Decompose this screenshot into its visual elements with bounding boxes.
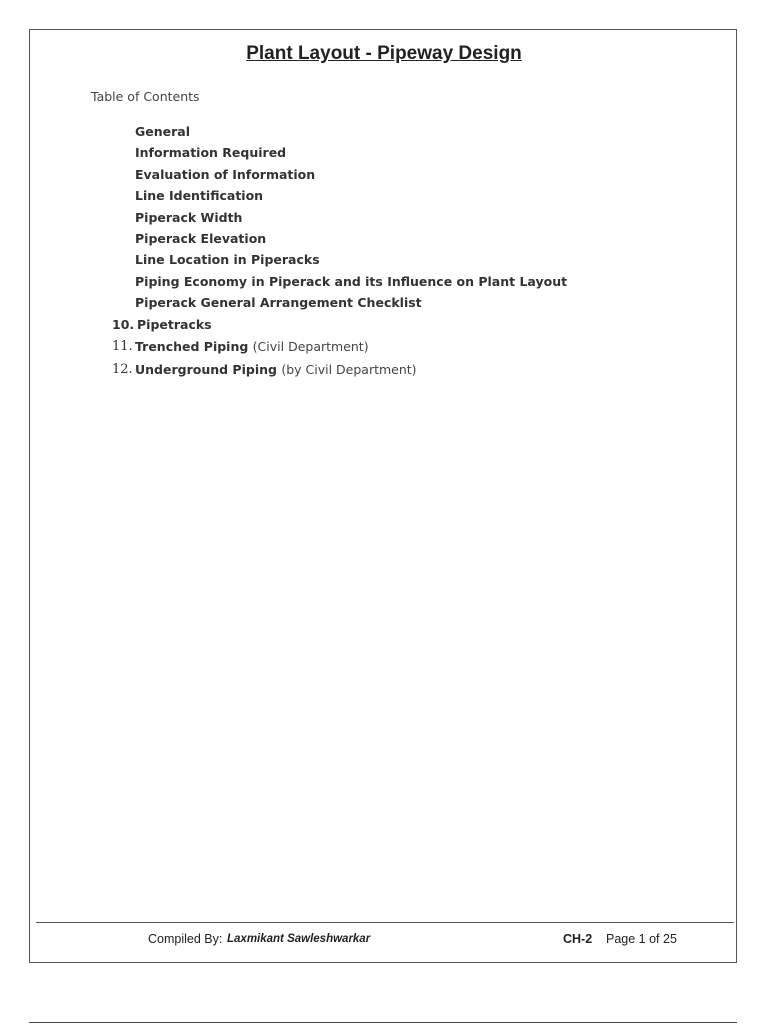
toc-item-text: Piperack General Arrangement Checklist: [135, 295, 422, 310]
author-name: Laxmikant Sawleshwarkar: [227, 933, 371, 945]
toc-item-content: [135, 339, 369, 354]
toc-item-text: Evaluation of Information: [135, 167, 316, 182]
toc-item-number: 12.: [112, 362, 133, 377]
toc-item-number: 10.: [112, 317, 135, 332]
toc-item-text: Piperack Width: [135, 210, 243, 225]
toc-item-text: Underground Piping: [135, 362, 277, 377]
toc-item-text: Piperack Elevation: [135, 231, 267, 246]
toc-item-text: Information Required: [135, 145, 287, 160]
toc-item-content: [135, 362, 417, 377]
toc-item-text: Piping Economy in Piperack and its Influence on Plant Layout: [135, 274, 568, 289]
toc-item-note: (Civil Department): [252, 339, 369, 354]
toc-heading: Table of Contents: [91, 89, 200, 104]
next-page-border: [29, 1022, 737, 1023]
chapter-label: CH-2: [563, 932, 593, 946]
toc-item-number: 11.: [112, 339, 133, 354]
toc-item-text: Trenched Piping: [135, 339, 249, 354]
document-title: Plant Layout - Pipeway Design: [246, 43, 522, 64]
toc-item-note: (by Civil Department): [281, 362, 417, 377]
toc-item-text: Line Location in Piperacks: [135, 252, 320, 267]
toc-item-text: General: [135, 124, 190, 139]
toc-item-text: Pipetracks: [137, 317, 212, 332]
page-footer: [0, 932, 768, 950]
footer-divider: [36, 922, 734, 923]
page-number: Page 1 of 25: [606, 932, 677, 946]
compiled-by-label: Compiled By:: [148, 932, 223, 946]
toc-item-text: Line Identification: [135, 188, 264, 203]
